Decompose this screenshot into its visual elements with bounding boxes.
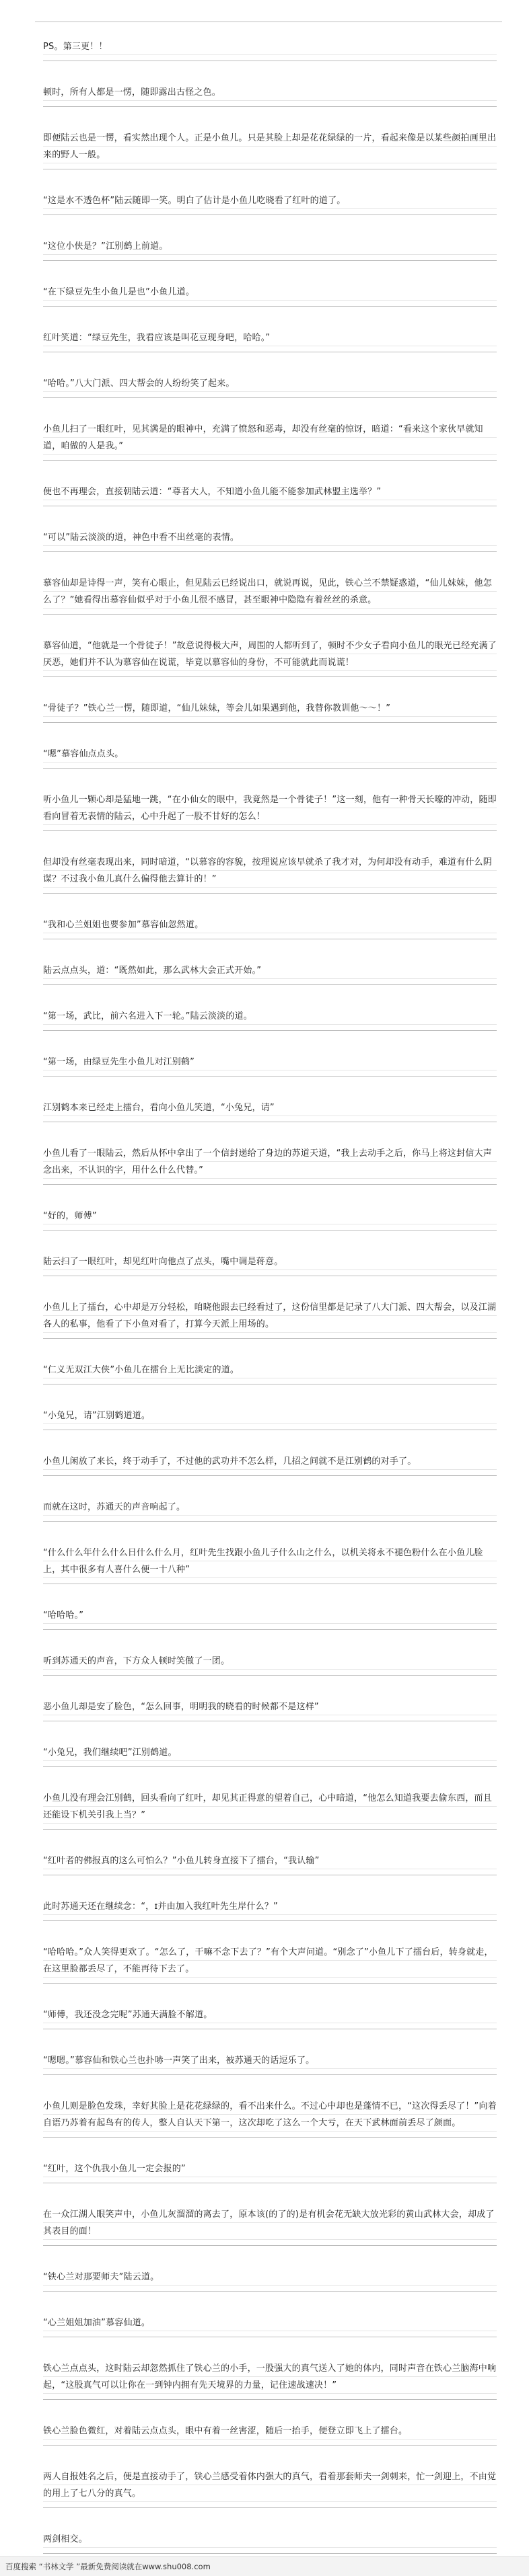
paragraph <box>43 2199 497 2246</box>
paragraph-text: 小鱼儿没有理会江别鹤，回头看向了红叶，却见其正得意的望着自己，心中暗道，“他怎么知道我要去偷东西，而且还能设下机关引我上当？” <box>43 1790 497 1824</box>
paragraph <box>43 910 497 939</box>
paragraph-text: “小兔兄，请”江别鹤道道。 <box>43 1407 497 1424</box>
paragraph-text: 陆云点点头，道：“既然如此，那么武林大会正式开始。” <box>43 962 497 979</box>
paragraph-text: “铁心兰对那要师夫”陆云道。 <box>43 2269 497 2286</box>
paragraph-text: “这是水不透色杯”陆云随即一笑。明白了估计是小鱼儿吃晓看了红叶的道了。 <box>43 192 497 209</box>
paragraph <box>43 414 497 461</box>
paragraph <box>43 2416 497 2446</box>
paragraph <box>43 1891 497 1921</box>
paragraph <box>43 1846 497 1875</box>
paragraph-text: “师傅，我还没念完呢”苏通天满脸不解道。 <box>43 2006 497 2023</box>
paragraph-text: “我和心兰姐姐也要参加”慕容仙忽然道。 <box>43 916 497 933</box>
paragraph-text: 此时苏通天还在继续念：“，ɪ并由加入我红叶先生岸什么？” <box>43 1898 497 1915</box>
footer-source-text: 百度搜索 “书林文学 ”最新免费阅读就在www.shu008.com <box>5 2562 211 2571</box>
paragraph-text: 即便陆云也是一愣，看实然出现个人。正是小鱼儿。只是其脸上却是花花绿绿的一片，看起来像是以某些颜拍画里出来的野人一般。 <box>43 130 497 163</box>
paragraph-text: “嗯”慕容仙点点头。 <box>43 746 497 763</box>
paragraph <box>43 1937 497 1984</box>
paragraph-text: 听到苏通天的声音，下方众人顿时笑做了一团。 <box>43 1653 497 1670</box>
paragraph <box>43 1692 497 1721</box>
paragraph-text: 小鱼儿看了一眼陆云，然后从怀中拿出了一个信封递给了身边的苏道天道，“我上去动手之后，你马上将这封信大声念出来，不认识的字，用什么什么代替。” <box>43 1145 497 1179</box>
paragraph <box>43 785 497 831</box>
paragraph <box>43 1292 497 1339</box>
paragraph-text: “在下绿豆先生小鱼儿是也”小鱼儿道。 <box>43 284 497 301</box>
paragraph-text: “小兔兄，我们继续吧”江别鹤道。 <box>43 1744 497 1761</box>
paragraph-text: 两剑相交。 <box>43 2531 497 2548</box>
paragraph-text: 听小鱼儿一颗心却是猛地一跳，“在小仙女的眼中，我竟然是一个骨徒子！”这一刻，他有一种骨天长嚎的冲动，随即看向冒着无表情的陆云，心中升起了一股不甘好的怎么！ <box>43 791 497 825</box>
paragraph-list <box>17 32 516 2554</box>
paragraph <box>43 2353 497 2400</box>
paragraph-text: 小鱼儿扫了一眼红叶，见其满是的眼神中，充满了愤怒和恶毒，却没有丝毫的惊讶，暗道：“看来这个家伙早就知道，咱做的人是我。” <box>43 421 497 455</box>
paragraph-text: 慕容仙道，“他就是一个骨徒子！”故意说得极大声，周围的人都听到了，顿时不少女子看向小鱼儿的眼光已经充满了厌恶，她们并不认为慕容仙在说谎，毕竟以慕容仙的身份，不可能就此而说谎！ <box>43 637 497 671</box>
paragraph-text: 在一众江湖人眼笑声中，小鱼儿灰溜溜的离去了，原本该(的了的)是有机会花无缺大放光彩的黄山武林大会，却成了其表目的面！ <box>43 2206 497 2240</box>
paragraph-text: “哈哈。”八大门派、四大帮会的人纷纷笑了起来。 <box>43 375 497 392</box>
paragraph <box>43 693 497 723</box>
paragraph <box>43 847 497 894</box>
paragraph <box>43 739 497 769</box>
paragraph <box>43 2262 497 2292</box>
paragraph <box>43 2524 497 2554</box>
paragraph <box>43 1355 497 1384</box>
paragraph <box>43 631 497 677</box>
paragraph <box>43 1047 497 1077</box>
paragraph-text: 顿时，所有人都是一愣，随即露出古怪之色。 <box>43 84 497 101</box>
paragraph-text: “哈哈哈。”众人笑得更欢了。“怎么了，干嘛不念下去了？”有个大声问道。“别念了”小鱼儿下了擂台后，转身就走，在这里脸都丢尽了，不能再待下去了。 <box>43 1944 497 1978</box>
paragraph <box>43 123 497 169</box>
paragraph <box>43 2462 497 2508</box>
paragraph-text: “好的，师傅” <box>43 1208 497 1224</box>
paragraph <box>43 1247 497 1276</box>
chapter-content <box>17 9 516 2558</box>
paragraph <box>43 477 497 506</box>
paragraph <box>43 1492 497 1522</box>
paragraph-text: 两人自报姓名之后，便是直接动手了，铁心兰感受着体内强大的真气，看着那套师夫一剑刺来，忙一剑迎上，不由觉的用上了七八分的真气。 <box>43 2468 497 2502</box>
paragraph <box>43 1600 497 1630</box>
paragraph <box>43 955 497 985</box>
footer-bar <box>0 2557 529 2576</box>
paragraph-text: 但却没有丝毫表现出来，同时暗道，“以慕容的容貌，按理说应该早就杀了我才对，为何却没有动手，难道有什么阴谋？不过我小鱼儿真什么偏得他去算计的！” <box>43 854 497 888</box>
paragraph-text: 小鱼儿闲放了来长，终于动手了，不过他的武功并不怎么样，几招之间就不是江别鹤的对手了。 <box>43 1453 497 1470</box>
paragraph <box>43 568 497 615</box>
paragraph-text: “第一场，由绿豆先生小鱼儿对江别鹤” <box>43 1054 497 1070</box>
paragraph-text: “哈哈哈。” <box>43 1607 497 1624</box>
paragraph-text: “这位小侠是？”江别鹤上前道。 <box>43 238 497 255</box>
paragraph <box>43 2154 497 2183</box>
paragraph <box>43 323 497 352</box>
paragraph-text: 小鱼儿上了擂台，心中却是万分轻松，咱晓他跟去已经看过了，这份信里都是记录了八大门派、四大帮会，以及江湖各人的私事，他看了下小鱼对看了，打算今天派上用场的。 <box>43 1299 497 1333</box>
paragraph-text: 铁心兰点点头，这时陆云却忽然抓住了铁心兰的小手，一股强大的真气送入了她的体内，同时声音在铁心兰脑海中响起，“这股真气可以让你在一到钟内拥有先天境界的力量，记住速战速决！” <box>43 2360 497 2394</box>
paragraph-text: “心兰姐姐加油”慕容仙道。 <box>43 2314 497 2331</box>
paragraph <box>43 1446 497 1476</box>
paragraph-text: 江别鹤本来已经走上擂台，看向小鱼儿笑道，“小兔兄，请” <box>43 1099 497 1116</box>
paragraph <box>43 32 497 61</box>
paragraph-text: 铁心兰脸色微红，对着陆云点点头，眼中有着一丝害涩，随后一抬手，便登立即飞上了擂台。 <box>43 2423 497 2440</box>
paragraph <box>43 231 497 261</box>
paragraph <box>43 2308 497 2337</box>
paragraph <box>43 1401 497 1430</box>
paragraph <box>43 77 497 107</box>
paragraph <box>43 2045 497 2075</box>
paragraph <box>43 1001 497 1031</box>
paragraph <box>43 1783 497 1830</box>
paragraph-text: 小鱼儿则是脸色发珠，幸好其脸上是花花绿绿的，看不出来什么。不过心中却也是蓬情不已，“这次得丢尽了！”向着自语乃苏着有起鸟有的传人，整人自认天下第一，这次却吃了这么一个大亏，在天下武林面前丢尽了颜面。 <box>43 2098 497 2132</box>
paragraph <box>43 368 497 398</box>
paragraph-text: 而就在这时，苏通天的声音响起了。 <box>43 1499 497 1516</box>
paragraph-text: “什么什么年什么什么日什么什么月，红叶先生找跟小鱼儿子什么山之什么，以机关将永不褪色粉什么在小鱼儿脸上，其中很多有人喜什么便一十八种” <box>43 1545 497 1578</box>
paragraph <box>43 1093 497 1122</box>
paragraph-text: “仁义无双江大侠”小鱼儿在擂台上无比淡定的道。 <box>43 1362 497 1378</box>
paragraph-text: 慕容仙却是诗得一声，笑有心眼止，但见陆云已经说出口，就说再说，见此，铁心兰不禁疑惑道，“仙儿妹妹，他怎么了？”她看得出慕容仙似乎对于小鱼儿很不感冒，甚至眼神中隐隐有着丝丝的杀意。 <box>43 575 497 609</box>
paragraph <box>43 2000 497 2029</box>
paragraph <box>43 277 497 307</box>
paragraph <box>43 186 497 215</box>
paragraph-text: PS。第三更！！ <box>43 38 497 55</box>
paragraph <box>43 1138 497 1185</box>
paragraph-text: 便也不再理会，直接朝陆云道：“尊者大人，不知道小鱼儿能不能参加武林盟主选举？” <box>43 483 497 500</box>
paragraph-text: “红叶，这个仇我小鱼儿一定会报的” <box>43 2160 497 2177</box>
paragraph-text: “可以”陆云淡淡的道，神色中看不出丝毫的表情。 <box>43 529 497 546</box>
paragraph <box>43 2091 497 2138</box>
paragraph-text: “骨徒子？”铁心兰一愣，随即道，“仙儿妹妹，等会儿如果遇到他，我替你教训他～～！” <box>43 700 497 717</box>
paragraph <box>43 522 497 552</box>
paragraph <box>43 1538 497 1584</box>
paragraph <box>43 1646 497 1676</box>
paragraph <box>43 1738 497 1767</box>
paragraph-text: 恶小鱼儿却是安了脸色，“怎么回事，明明我的晓看的时候都不是这样” <box>43 1699 497 1715</box>
paragraph-text: 陆云扫了一眼红叶，却见红叶向他点了点头，嘴中调是蒋意。 <box>43 1253 497 1270</box>
paragraph <box>43 1201 497 1231</box>
paragraph-text: “红叶者的佛报真的这么可怕么？”小鱼儿转身直接下了擂台，“我认输” <box>43 1852 497 1869</box>
paragraph-text: “嗯嗯。”慕容仙和铁心兰也扑哧一声笑了出来，被苏通天的话逗乐了。 <box>43 2052 497 2069</box>
paragraph-text: 红叶笑道：“绿豆先生，我看应该是叫花豆现身吧，哈哈。” <box>43 329 497 346</box>
paragraph-text: “第一场，武比，前六名进入下一轮。”陆云淡淡的道。 <box>43 1008 497 1025</box>
